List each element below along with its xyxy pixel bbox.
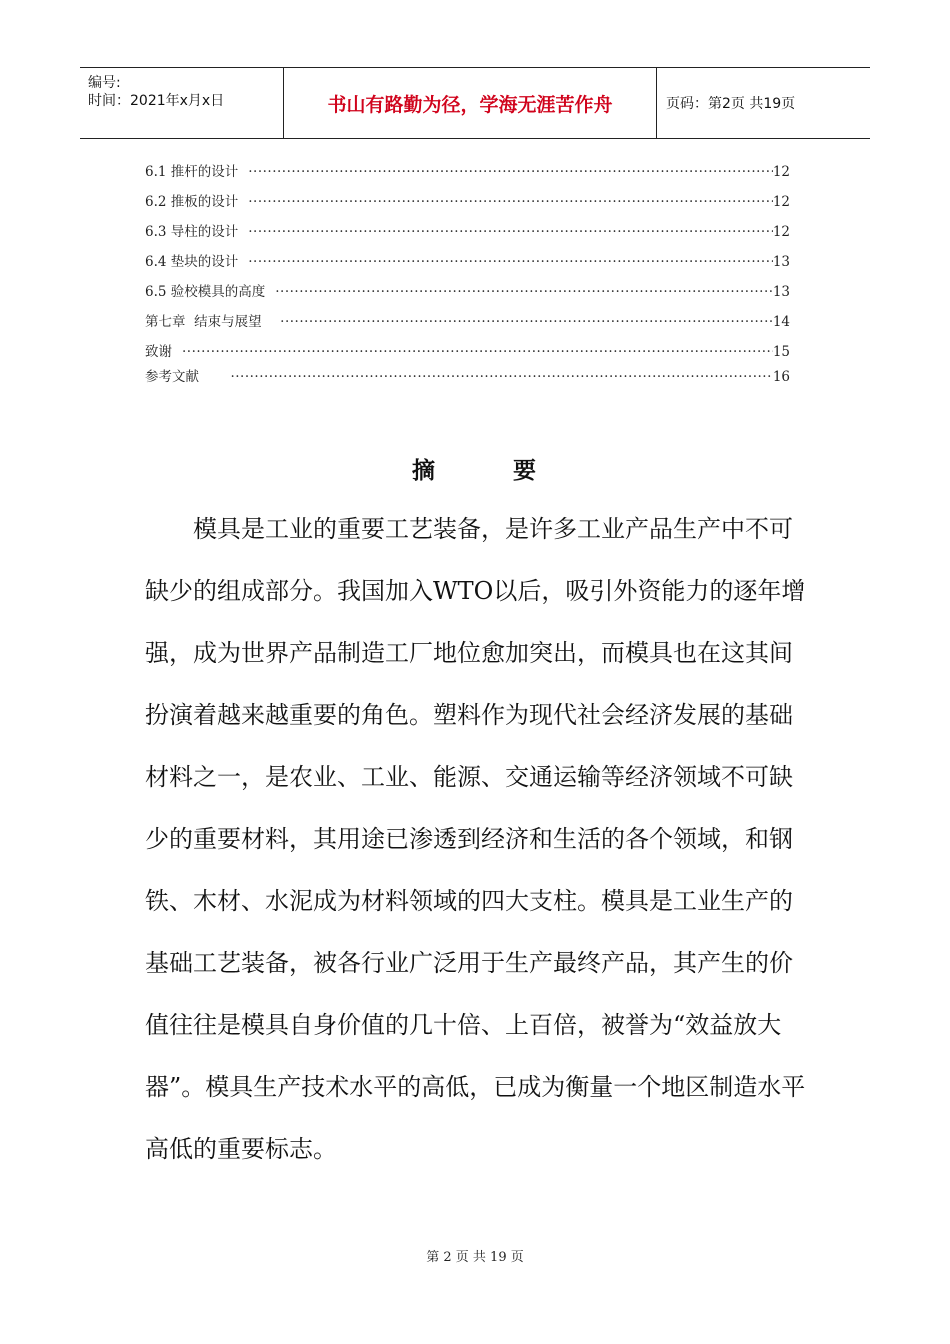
- toc-entry[interactable]: [145, 340, 790, 360]
- toc-entry-label: 6.4 垫块的设计: [145, 254, 239, 270]
- toc-entry-page: 14: [772, 314, 790, 330]
- abstract-title-char: 摘: [411, 457, 437, 484]
- header-page-info: 页码：第2页 共19页: [666, 96, 796, 112]
- toc-entry-label: 第七章 结束与展望: [145, 314, 271, 330]
- toc-leader-dots: [182, 344, 773, 360]
- toc-entry-page: 13: [772, 284, 790, 300]
- toc-entry[interactable]: [145, 310, 790, 330]
- document-number-label: 编号:: [88, 75, 121, 91]
- page-footer: 第 2 页 共 19 页: [426, 1250, 524, 1265]
- toc-entry[interactable]: [145, 250, 790, 270]
- header-motto-cell: [283, 68, 657, 138]
- document-time-label: 时间：2021年x月x日: [88, 93, 225, 109]
- toc-entry-page: 12: [772, 164, 790, 180]
- header-page-cell: [656, 68, 870, 138]
- header-motto: 书山有路勤为径，学海无涯苦作舟: [327, 94, 613, 116]
- toc-entry[interactable]: [145, 365, 790, 385]
- abstract-title-char: 要: [513, 457, 539, 484]
- toc-entry[interactable]: [145, 220, 790, 240]
- toc-entry[interactable]: [145, 280, 790, 300]
- toc-entry-label: 6.2 推板的设计: [145, 194, 239, 210]
- abstract-title: [0, 452, 950, 485]
- toc-entry[interactable]: [145, 190, 790, 210]
- toc-leader-dots: [248, 194, 773, 210]
- page-header: [80, 67, 870, 139]
- toc-leader-dots: [248, 164, 773, 180]
- toc-leader-dots: [280, 314, 773, 330]
- toc-leader-dots: [248, 254, 773, 270]
- toc-leader-dots: [275, 284, 773, 300]
- toc-leader-dots: [248, 224, 773, 240]
- toc-entry-page: 12: [772, 224, 790, 240]
- toc-entry-page: 13: [772, 254, 790, 270]
- toc-entry-page: 15: [772, 344, 790, 360]
- header-meta-cell: [80, 68, 283, 138]
- toc-entry-label: 6.5 验校模具的高度: [145, 284, 266, 300]
- toc-entry-label: 致谢: [145, 344, 172, 360]
- toc-entry[interactable]: [145, 160, 790, 180]
- toc-entry-page: 12: [772, 194, 790, 210]
- toc-leader-dots: [230, 369, 772, 385]
- toc-entry-page: 16: [772, 369, 790, 385]
- toc-entry-label: 6.3 导柱的设计: [145, 224, 239, 240]
- toc-entry-label: 6.1 推杆的设计: [145, 164, 239, 180]
- abstract-body: 模具是工业的重要工艺装备，是许多工业产品生产中不可缺少的组成部分。我国加入WTO以后，吸引外资能力的逐年增强，成为世界产品制造工厂地位愈加突出，而模具也在这其间扮演着越来越重要的角色。塑料作为现代社会经济发展的基础材料之一，是农业、工业、能源、交通运输等经济领域不可缺少的重要材料，其用途已渗透到经济和生活的各个领域，和钢铁、木材、水泥成为材料领域的四大支柱。模具是工业生产的基础工艺装备，被各行业广泛用于生产最终产品，其产生的价值往往是模具自身价值的几十倍、上百倍，被誉为“效益放大器”。模具生产技术水平的高低，已成为衡量一个地区制造水平高低的重要标志。: [145, 515, 806, 1163]
- toc-entry-label: 参考文献: [145, 369, 221, 385]
